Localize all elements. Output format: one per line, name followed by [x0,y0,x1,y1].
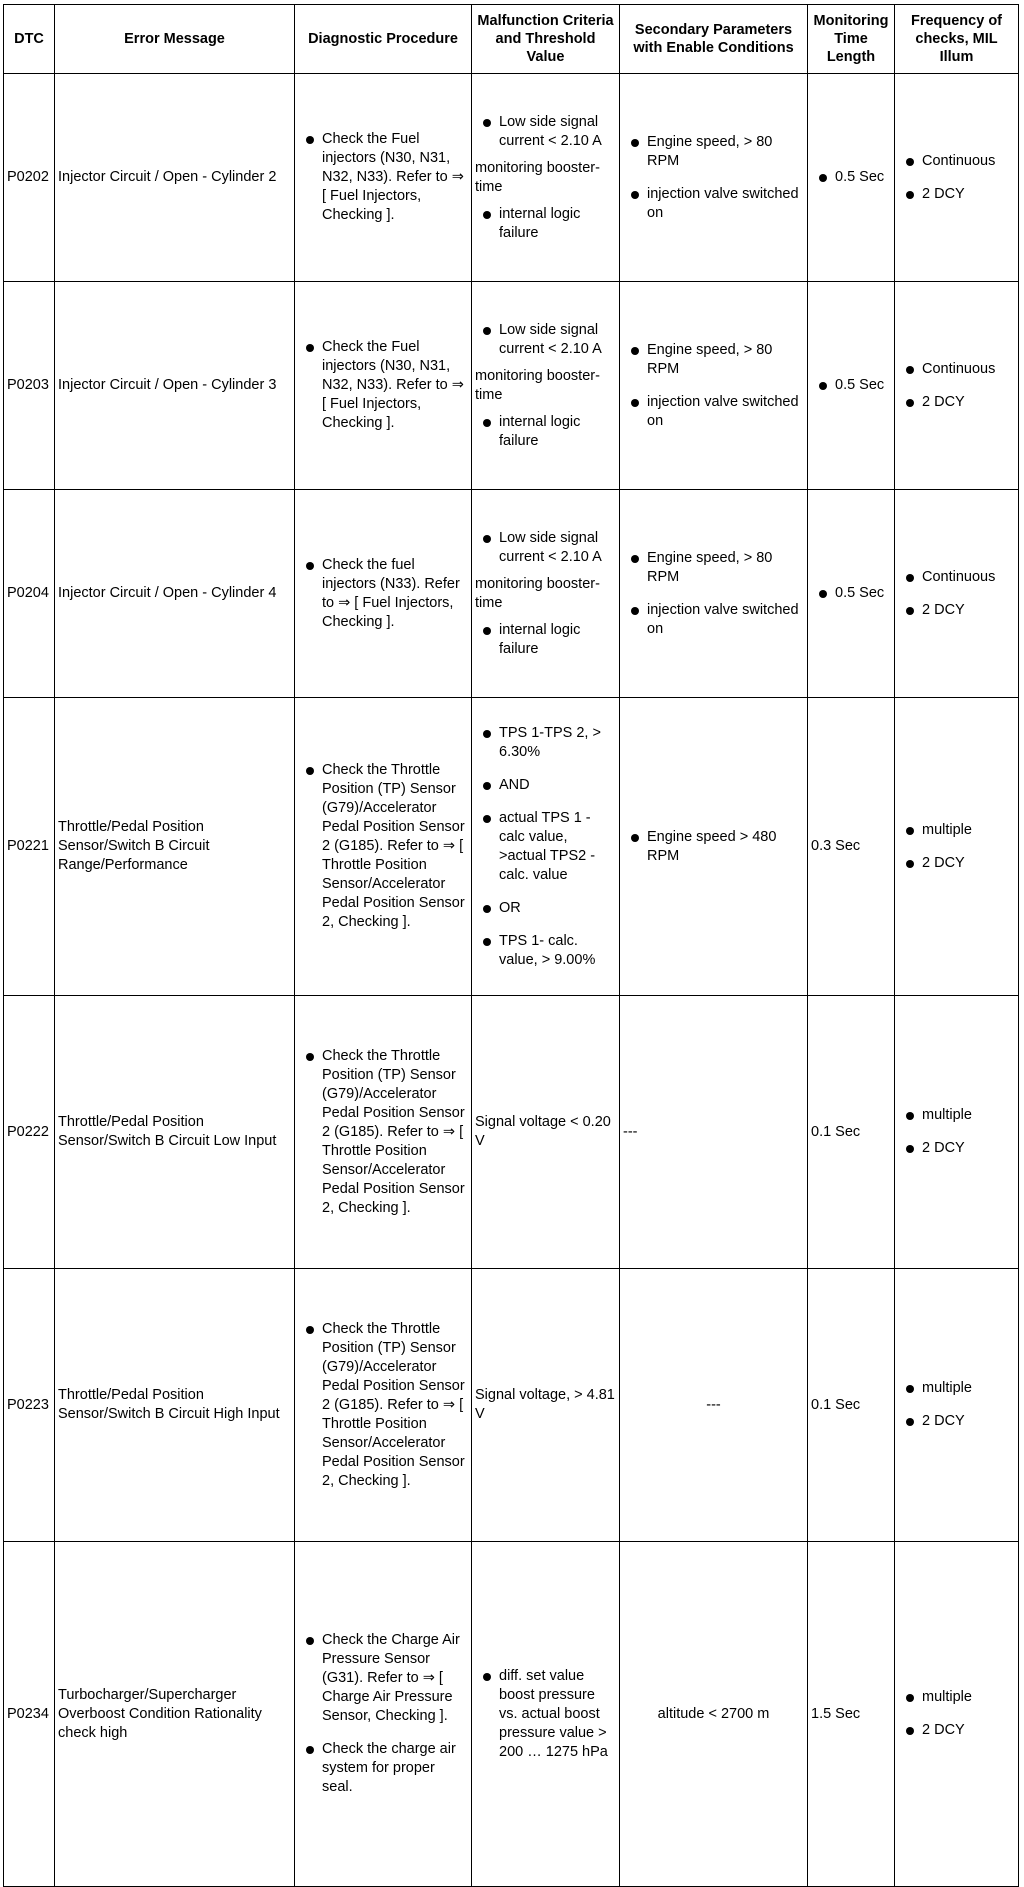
monitoring-time: 0.1 Sec [808,996,895,1269]
frequency-item: 2 DCY [898,1721,1015,1740]
error-message: Throttle/Pedal Position Sensor/Switch B Circuit Low Input [55,996,295,1269]
error-message: Injector Circuit / Open - Cylinder 3 [55,282,295,490]
header-secondary-parameters: Secondary Parameters with Enable Conditions [620,5,808,74]
frequency-item: multiple [898,1688,1015,1707]
frequency-item: 2 DCY [898,185,1015,204]
time-value: 0.5 Sec [811,168,891,187]
header-row [4,5,1019,74]
secondary-parameters [620,74,808,282]
frequency [895,1269,1019,1542]
procedure-item: Check the fuel injectors (N33). Refer to ⇒ [ Fuel Injectors, Checking ]. [298,556,468,632]
table-row [4,698,1019,996]
malfunction-criteria [472,282,620,490]
procedure-item: Check the charge air system for proper seal. [298,1740,468,1797]
error-message: Injector Circuit / Open - Cylinder 2 [55,74,295,282]
time-value: 0.5 Sec [811,584,891,603]
criteria-item: OR [475,899,616,918]
secondary-parameters [620,698,808,996]
secondary-item: Engine speed > 480 RPM [623,828,804,866]
frequency-item: Continuous [898,568,1015,587]
criteria-item: Low side signal current < 2.10 A [475,113,616,151]
procedure-item: Check the Throttle Position (TP) Sensor (G79)/Accelerator Pedal Position Sensor 2 (G185). Refer to ⇒ [ Throttle Position Sensor/Accelerator Pedal Position Sensor 2, Checking ]. [298,761,468,932]
diagnostic-procedure [295,698,472,996]
malfunction-criteria: Signal voltage, > 4.81 V [472,1269,620,1542]
criteria-item: Low side signal current < 2.10 A [475,529,616,567]
header-frequency: Frequency of checks, MIL Illum [895,5,1019,74]
frequency-item: multiple [898,821,1015,840]
secondary-item: injection valve switched on [623,601,804,639]
frequency-item: 2 DCY [898,854,1015,873]
table-row [4,1542,1019,1887]
secondary-parameters [620,490,808,698]
header-diagnostic-procedure: Diagnostic Procedure [295,5,472,74]
criteria-text: monitoring booster-time [475,159,600,195]
secondary-item: Engine speed, > 80 RPM [623,341,804,379]
dtc-code: P0204 [4,490,55,698]
procedure-item: Check the Charge Air Pressure Sensor (G31). Refer to ⇒ [ Charge Air Pressure Sensor, Checking ]. [298,1631,468,1726]
procedure-item: Check the Fuel injectors (N30, N31, N32, N33). Refer to ⇒ [ Fuel Injectors, Checking ]. [298,130,468,225]
header-error-message: Error Message [55,5,295,74]
monitoring-time [808,74,895,282]
criteria-item: Low side signal current < 2.10 A [475,321,616,359]
malfunction-criteria [472,1542,620,1887]
dtc-code: P0222 [4,996,55,1269]
frequency [895,74,1019,282]
frequency-item: Continuous [898,360,1015,379]
frequency-item: 2 DCY [898,1139,1015,1158]
frequency [895,1542,1019,1887]
secondary-item: Engine speed, > 80 RPM [623,549,804,587]
criteria-item: AND [475,776,616,795]
error-message: Throttle/Pedal Position Sensor/Switch B Circuit Range/Performance [55,698,295,996]
dtc-table [3,4,1019,1887]
secondary-parameters: altitude < 2700 m [620,1542,808,1887]
criteria-item: diff. set value boost pressure vs. actual boost pressure value > 200 … 1275 hPa [475,1667,616,1762]
monitoring-time: 0.3 Sec [808,698,895,996]
dtc-code: P0203 [4,282,55,490]
dtc-code: P0223 [4,1269,55,1542]
procedure-item: Check the Throttle Position (TP) Sensor (G79)/Accelerator Pedal Position Sensor 2 (G185). Refer to ⇒ [ Throttle Position Sensor/Accelerator Pedal Position Sensor 2, Checking ]. [298,1047,468,1218]
table-row [4,282,1019,490]
monitoring-time [808,490,895,698]
criteria-item: TPS 1- calc. value, > 9.00% [475,932,616,970]
criteria-item: actual TPS 1 -calc value, >actual TPS2 -calc. value [475,809,616,885]
header-dtc: DTC [4,5,55,74]
monitoring-time: 0.1 Sec [808,1269,895,1542]
error-message: Throttle/Pedal Position Sensor/Switch B Circuit High Input [55,1269,295,1542]
diagnostic-procedure [295,1542,472,1887]
procedure-item: Check the Throttle Position (TP) Sensor (G79)/Accelerator Pedal Position Sensor 2 (G185). Refer to ⇒ [ Throttle Position Sensor/Accelerator Pedal Position Sensor 2, Checking ]. [298,1320,468,1491]
malfunction-criteria [472,698,620,996]
criteria-item: TPS 1-TPS 2, > 6.30% [475,724,616,762]
time-value: 0.5 Sec [811,376,891,395]
malfunction-criteria [472,74,620,282]
dtc-table-frame [3,4,1018,1867]
criteria-item: internal logic failure [475,413,616,451]
frequency-item: Continuous [898,152,1015,171]
frequency-item: multiple [898,1106,1015,1125]
secondary-item: injection valve switched on [623,393,804,431]
monitoring-time [808,282,895,490]
secondary-parameters: --- [620,996,808,1269]
malfunction-criteria [472,490,620,698]
frequency [895,996,1019,1269]
frequency [895,490,1019,698]
dtc-code: P0234 [4,1542,55,1887]
secondary-parameters [620,282,808,490]
error-message: Injector Circuit / Open - Cylinder 4 [55,490,295,698]
diagnostic-procedure [295,74,472,282]
table-row [4,490,1019,698]
table-row [4,74,1019,282]
error-message: Turbocharger/Supercharger Overboost Condition Rationality check high [55,1542,295,1887]
dtc-code: P0202 [4,74,55,282]
header-monitoring-time: Monitoring Time Length [808,5,895,74]
table-row [4,996,1019,1269]
frequency-item: 2 DCY [898,601,1015,620]
frequency-item: 2 DCY [898,393,1015,412]
secondary-item: Engine speed, > 80 RPM [623,133,804,171]
header-malfunction-criteria: Malfunction Criteria and Threshold Value [472,5,620,74]
dtc-code: P0221 [4,698,55,996]
frequency-item: multiple [898,1379,1015,1398]
malfunction-criteria: Signal voltage < 0.20 V [472,996,620,1269]
secondary-parameters: --- [620,1269,808,1542]
criteria-text: monitoring booster-time [475,367,600,403]
diagnostic-procedure [295,282,472,490]
diagnostic-procedure [295,490,472,698]
diagnostic-procedure [295,1269,472,1542]
table-row [4,1269,1019,1542]
secondary-item: injection valve switched on [623,185,804,223]
frequency [895,282,1019,490]
criteria-item: internal logic failure [475,621,616,659]
monitoring-time: 1.5 Sec [808,1542,895,1887]
criteria-item: internal logic failure [475,205,616,243]
procedure-item: Check the Fuel injectors (N30, N31, N32, N33). Refer to ⇒ [ Fuel Injectors, Checking ]. [298,338,468,433]
diagnostic-procedure [295,996,472,1269]
criteria-text: monitoring booster-time [475,575,600,611]
frequency [895,698,1019,996]
frequency-item: 2 DCY [898,1412,1015,1431]
